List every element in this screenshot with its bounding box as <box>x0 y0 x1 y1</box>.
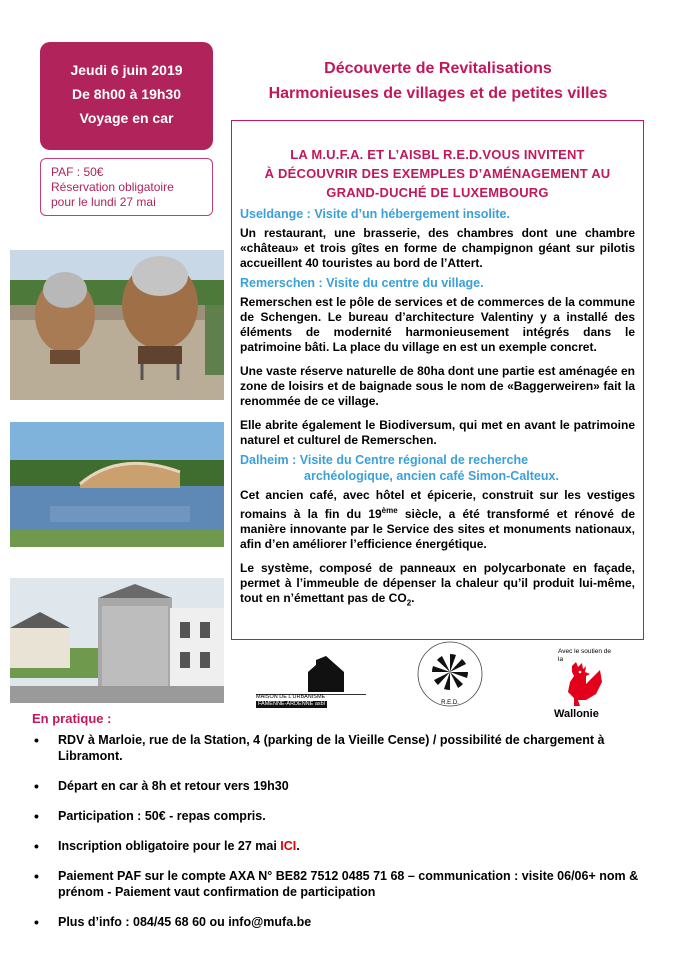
remerschen-text-3: Elle abrite également le Biodiversum, qui met en avant le patrimoine naturel et culturel de Remerschen. <box>240 418 635 447</box>
red-logo-text: R.E.D. <box>441 700 459 706</box>
wallonie-name: Wallonie <box>554 708 599 720</box>
title-line-1: Découverte de Revitalisations <box>324 60 552 77</box>
list-item: • RDV à Marloie, rue de la Station, 4 (parking de la Vieille Cense) / possibilité de chargement à Libramont. <box>34 732 664 764</box>
dalheim-title <box>240 452 635 484</box>
remerschen-title: Remerschen : Visite du centre du village. <box>240 276 484 290</box>
title-line-2: Harmonieuses de villages et de petites villes <box>268 85 608 102</box>
dalheim-title-line-2: archéologique, ancien café Simon-Calteux. <box>304 469 559 483</box>
paf-reservation: Réservation obligatoire <box>51 180 174 194</box>
mufa-logo-line-2: FAMENNE-ARDENNE asbl <box>258 701 325 707</box>
photo-remerschen <box>10 422 224 547</box>
remerschen-text-2: Une vaste réserve naturelle de 80ha dont une partie est aménagée en zone de loisirs et de baignade sous le nom de «Baggerweiren» fait la renommée de ce village. <box>240 364 635 408</box>
event-date: Jeudi 6 juin 2019 <box>70 62 183 78</box>
photo-useldange <box>10 250 224 400</box>
invite-line-1: LA M.U.F.A. ET L’AISBL R.E.D.VOUS INVITENT <box>290 147 585 162</box>
practical-title: En pratique : <box>32 711 112 726</box>
page-title <box>218 56 658 106</box>
red-logo <box>414 640 486 712</box>
paf-box <box>40 158 213 216</box>
paf-price: PAF : 50€ <box>51 165 104 179</box>
dalheim-text-1: Cet ancien café, avec hôtel et épicerie, construit sur les vestiges romains à la fin du 19ème siècle, a été transformé et rénové de manière innovante par le Service des sites et monuments nationaux, afin d’en améliorer l’efficience énergétique. <box>240 488 635 551</box>
event-mode: Voyage en car <box>79 110 174 126</box>
rooster-icon <box>556 660 606 708</box>
mufa-logo <box>256 652 366 708</box>
invite-line-2: À DÉCOUVRIR DES EXEMPLES D’AMÉNAGEMENT AU <box>264 166 611 181</box>
dalheim-title-line-1: Dalheim : Visite du Centre régional de recherche <box>240 453 529 467</box>
wallonie-logo <box>548 648 620 720</box>
mufa-logo-line-1: MAISON DE L'URBANISME <box>256 694 326 700</box>
useldange-title: Useldange : Visite d’un hébergement insolite. <box>240 207 510 221</box>
invite-line-3: GRAND-DUCHÉ DE LUXEMBOURG <box>326 185 549 200</box>
list-item: • Plus d’info : 084/45 68 60 ou info@mufa.be <box>34 914 664 930</box>
remerschen-text-1: Remerschen est le pôle de services et de commerces de la commune de Schengen. Le bureau d’architecture Valentiny y a installé des éléments de modernité harmonieusement intégrés dans le patrimoine bâti. La place du village en est un exemple concret. <box>240 295 635 354</box>
event-time: De 8h00 à 19h30 <box>72 86 181 102</box>
dalheim-text-2: Le système, composé de panneaux en polycarbonate en façade, permet à l’immeuble de dépenser la chaleur qu’il produit lui-même, tout en n’émettant pas de $CO_2$. <box>240 561 635 608</box>
inscription-link[interactable]: ICI <box>280 839 297 853</box>
list-item: • Inscription obligatoire pour le 27 mai ICI. <box>34 838 664 854</box>
photo-dalheim <box>10 578 224 703</box>
list-item: • Paiement PAF sur le compte AXA N° BE82 7512 0485 71 68 – communication : visite 06/06+ nom & prénom - Paiement vaut confirmation de participation <box>34 868 664 900</box>
invitation-heading <box>240 145 635 202</box>
practical-list <box>34 732 664 944</box>
event-date-block <box>40 42 213 150</box>
paf-deadline: pour le lundi 27 mai <box>51 195 156 209</box>
useldange-text: Un restaurant, une brasserie, des chambres dont une chambre «château» et trois gîtes en forme de champignon géant sur pilotis accueillent 40 touristes au bord de l’Attert. <box>240 226 635 270</box>
list-item: • Participation : 50€ - repas compris. <box>34 808 664 824</box>
wallonie-support-text: Avec le soutien de la <box>558 648 611 663</box>
invitation-box <box>231 120 644 640</box>
list-item: • Départ en car à 8h et retour vers 19h30 <box>34 778 664 794</box>
